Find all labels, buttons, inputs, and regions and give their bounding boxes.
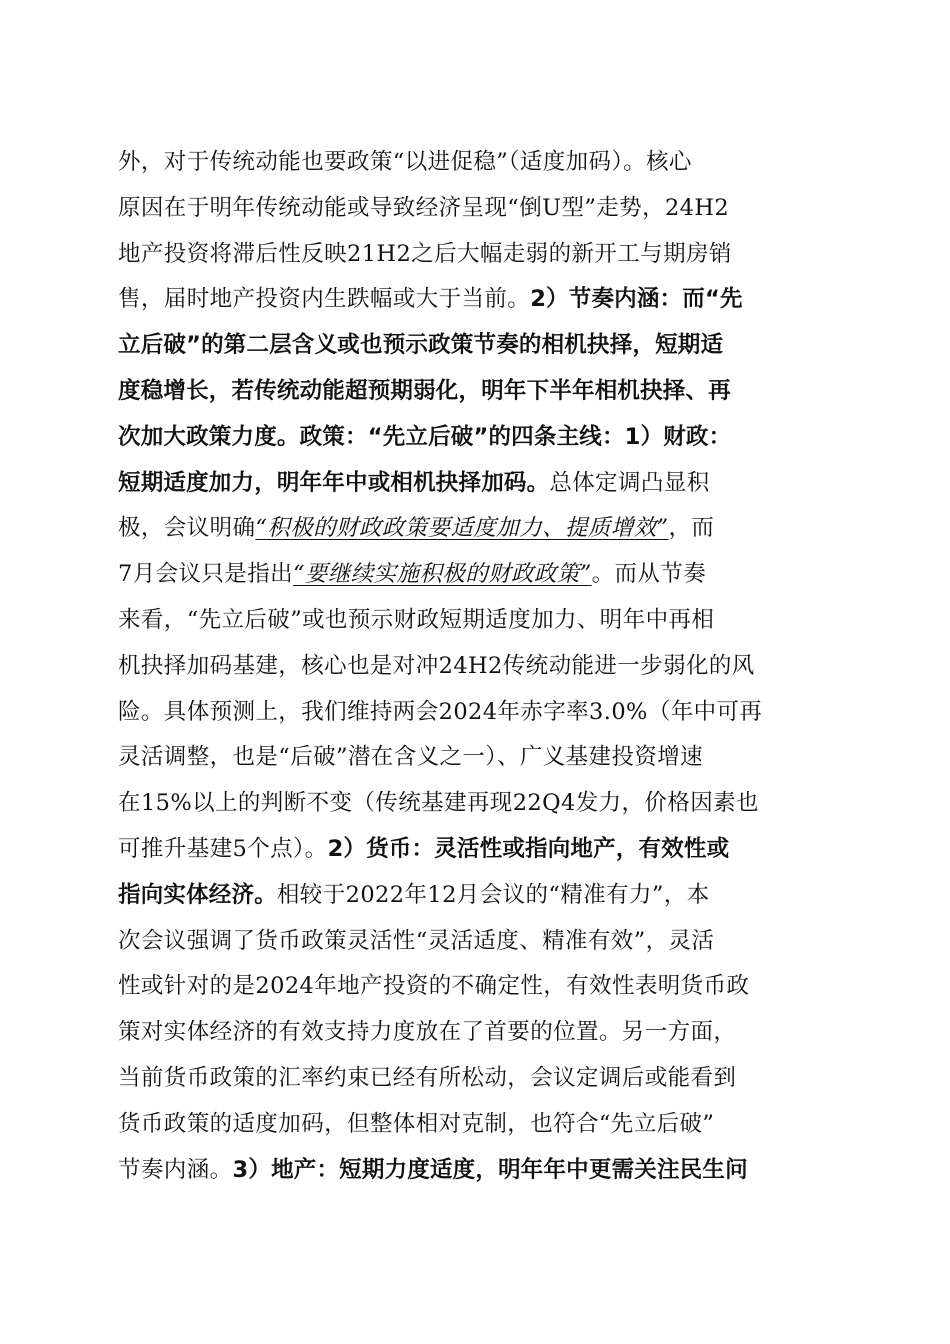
bold-segment: 指向实体经济。	[118, 881, 277, 908]
text-line	[118, 598, 838, 644]
body-text	[118, 140, 838, 1193]
text-segment: 险。具体预测上，我们维持两会2024年赤字率3.0%（年中可再	[118, 698, 763, 725]
text-line	[118, 1102, 838, 1148]
text-segment: 售，届时地产投资内生跌幅或大于当前。	[118, 286, 531, 313]
text-segment: 。而从节奏	[591, 561, 707, 588]
text-segment: ，而	[668, 515, 715, 542]
text-segment: 原因在于明年传统动能或导致经济呈现“倒U型”走势，24H2	[118, 194, 730, 221]
text-line	[118, 1010, 838, 1056]
bold-heading-segment: 2）节奏内涵：而“先	[530, 286, 743, 313]
text-line	[118, 644, 838, 690]
bold-segment: 次加大政策力度。政策：“先立后破”的四条主线：1）财政：	[118, 423, 732, 450]
text-segment: 7月会议只是指出	[118, 561, 294, 588]
text-line	[118, 873, 838, 919]
text-segment: 次会议强调了货币政策灵活性“灵活适度、精准有效”，灵活	[118, 927, 715, 954]
bold-segment: 立后破”的第二层含义或也预示政策节奏的相机抉择，短期适	[118, 332, 724, 359]
text-line-bold	[118, 415, 838, 461]
text-line	[118, 1056, 838, 1102]
text-line	[118, 140, 838, 186]
text-segment: 机抉择加码基建，核心也是对冲24H2传统动能进一步弱化的风	[118, 652, 755, 679]
text-line	[118, 827, 838, 873]
text-segment: 灵活调整，也是“后破”潜在含义之一）、广义基建投资增速	[118, 744, 704, 771]
text-line-bold	[118, 323, 838, 369]
text-segment: 性或针对的是2024年地产投资的不确定性，有效性表明货币政	[118, 973, 750, 1000]
text-line	[118, 964, 838, 1010]
text-line	[118, 781, 838, 827]
text-segment: 可推升基建5个点）。	[118, 835, 328, 862]
quote-segment: “要继续实施积极的财政政策”	[293, 561, 592, 588]
text-segment: 相较于2022年12月会议的“精准有力”，本	[276, 881, 710, 908]
text-line	[118, 1148, 838, 1194]
bold-segment: 短期适度加力，明年年中或相机抉择加码。	[118, 469, 550, 496]
text-line	[118, 232, 838, 278]
text-line	[118, 735, 838, 781]
text-segment: 在15%以上的判断不变（传统基建再现22Q4发力，价格因素也	[118, 790, 759, 817]
text-line	[118, 552, 838, 598]
text-line	[118, 186, 838, 232]
text-segment: 货币政策的适度加码，但整体相对克制，也符合“先立后破”	[118, 1110, 715, 1137]
text-line	[118, 919, 838, 965]
bold-segment: 度稳增长，若传统动能超预期弱化，明年下半年相机抉择、再	[118, 377, 731, 404]
text-segment: 节奏内涵。	[118, 1156, 233, 1183]
bold-heading-segment: 2）货币：灵活性或指向地产，有效性或	[327, 835, 730, 862]
text-segment: 当前货币政策的汇率约束已经有所松动，会议定调后或能看到	[118, 1064, 737, 1091]
text-line-bold	[118, 369, 838, 415]
quote-segment: “积极的财政政策要适度加力、提质增效”	[255, 515, 669, 542]
text-segment: 外，对于传统动能也要政策“以进促稳”（适度加码）。核心	[118, 149, 692, 175]
text-line	[118, 277, 838, 323]
text-segment: 极，会议明确	[118, 515, 256, 542]
text-line	[118, 506, 838, 552]
text-segment: 策对实体经济的有效支持力度放在了首要的位置。另一方面，	[118, 1019, 737, 1046]
text-segment: 来看，“先立后破”或也预示财政短期适度加力、明年中再相	[118, 606, 715, 633]
text-segment: 总体定调凸显积	[549, 469, 710, 496]
bold-heading-segment: 3）地产：短期力度适度，明年年中更需关注民生问	[232, 1156, 748, 1183]
text-line	[118, 690, 838, 736]
text-line	[118, 461, 838, 507]
text-segment: 地产投资将滞后性反映21H2之后大幅走弱的新开工与期房销	[118, 240, 732, 267]
